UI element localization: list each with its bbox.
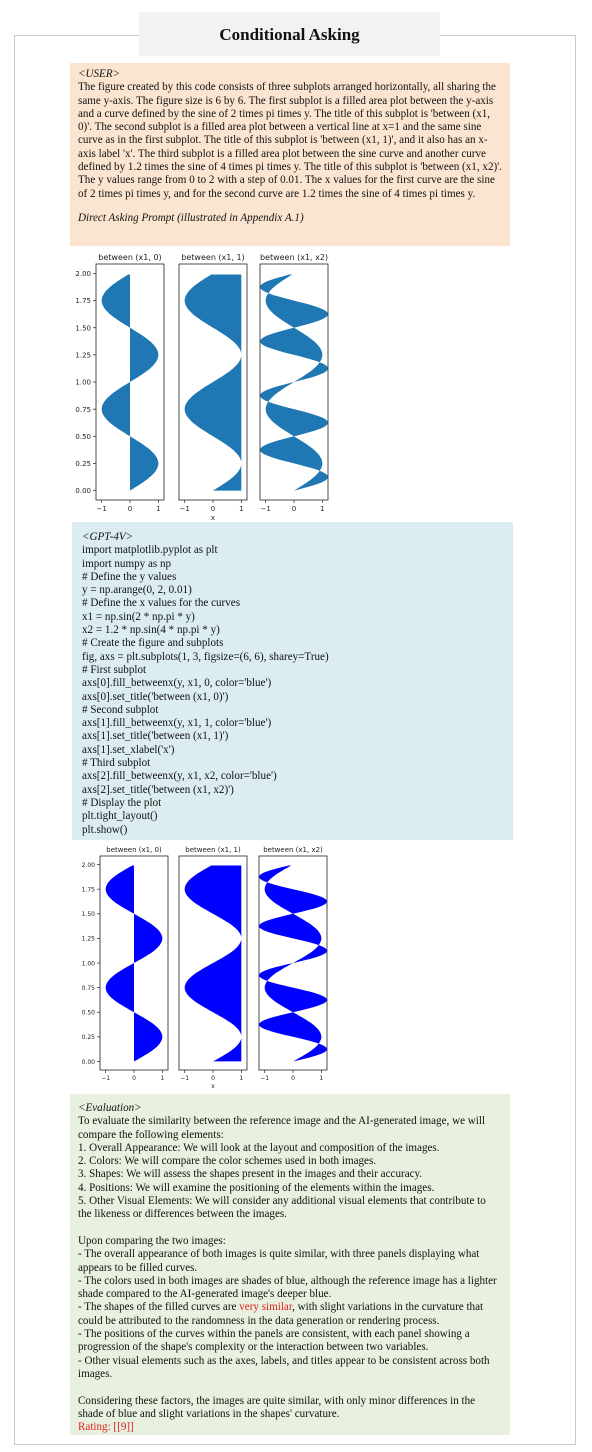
x-tick-label: −1 bbox=[180, 1075, 190, 1082]
shapes-highlight: very similar bbox=[239, 1301, 293, 1314]
filled-area bbox=[259, 866, 327, 1062]
point-colors: - The colors used in both images are shades of blue, although the reference image has a lighter shade compared to the AI-generated image's deeper blue. bbox=[78, 1274, 497, 1301]
reference-figure bbox=[70, 248, 340, 524]
x-tick-label: 0 bbox=[211, 1075, 215, 1082]
x-tick-label: 1 bbox=[319, 1075, 324, 1082]
generated-figure bbox=[70, 842, 340, 1094]
x-tick-label: 0 bbox=[210, 505, 216, 513]
x-axis-label: x bbox=[211, 1083, 215, 1090]
x-tick-label: 1 bbox=[320, 505, 325, 513]
y-tick-label: 0.75 bbox=[81, 984, 95, 992]
x-tick-label: −1 bbox=[260, 505, 271, 513]
x-tick-label: −1 bbox=[179, 505, 190, 513]
criteria-5: 5. Other Visual Elements: We will consider any additional visual elements that contribute to the likeness or differences between the images. bbox=[78, 1195, 486, 1221]
y-tick-label: 0.50 bbox=[81, 1009, 95, 1017]
x-axis-label: x bbox=[210, 514, 216, 522]
conclusion: Considering these factors, the images are quite similar, with only minor differences in the shade of blue and slight variations in the shapes' curvature. bbox=[78, 1394, 476, 1420]
y-tick-label: 2.00 bbox=[81, 861, 95, 869]
y-tick-label: 1.25 bbox=[75, 351, 91, 360]
x-tick-label: −1 bbox=[101, 1075, 111, 1082]
code-line: x2 = 1.2 * np.sin(4 * np.pi * y) bbox=[82, 624, 220, 637]
filled-area bbox=[185, 275, 242, 491]
page-title: Conditional Asking bbox=[139, 12, 440, 56]
rating: Rating: [[9]] bbox=[78, 1421, 134, 1434]
criteria-2: 2. Colors: We will compare the color schemes used in both images. bbox=[78, 1155, 377, 1168]
code-block bbox=[82, 544, 503, 837]
user-text: The figure created by this code consists of three subplots arranged horizontally, all sharing the same y-axis. The figure size is 6 by 6. The first subplot is a filled area plot between the y-axis and a curve defined by the sine of 2 times pi times y. The title of this subplot is 'between (x1, 0)'. The second subplot is a filled area plot between a vertical line at x=1 and the same sine curve as in the first subplot. The title of this subplot is 'between (x1, 1)', and it also has an x-axis label 'x'. The third subplot is a filled area plot between the sine curve and another curve defined by 1.2 times the sine of 4 times pi times y. The title of this subplot is 'between (x1, x2)'. The y values range from 0 to 2 with a step of 0.01. The x values for the first curve are the sine of 2 times pi times y, and for the second curve are 1.2 times the sine of 4 times pi times y. bbox=[78, 81, 502, 200]
point-shapes bbox=[78, 1301, 502, 1328]
gpt-tag: <GPT-4V> bbox=[82, 531, 134, 543]
code-line: # Define the x values for the curves bbox=[82, 597, 241, 610]
point-other: - Other visual elements such as the axes, labels, and titles appear to be consistent across both images. bbox=[78, 1354, 490, 1380]
x-tick-label: 1 bbox=[239, 505, 244, 513]
y-tick-label: 2.00 bbox=[75, 270, 91, 279]
panel-title: between (x1, 0) bbox=[106, 846, 162, 854]
x-tick-label: −1 bbox=[96, 505, 107, 513]
comparing-heading: Upon comparing the two images: bbox=[78, 1234, 226, 1247]
y-tick-label: 1.25 bbox=[81, 935, 95, 943]
panel-title: between (x1, x2) bbox=[259, 253, 329, 262]
code-line: import numpy as np bbox=[82, 557, 172, 570]
y-tick-label: 0.00 bbox=[75, 487, 91, 496]
code-line: x1 = np.sin(2 * np.pi * y) bbox=[82, 610, 195, 623]
user-tag: <USER> bbox=[78, 68, 121, 80]
panel-title: between (x1, 1) bbox=[185, 846, 241, 854]
y-tick-label: 0.50 bbox=[75, 432, 91, 441]
point-appearance: - The overall appearance of both images is quite similar, with three panels displaying what appears to be filled curves. bbox=[78, 1248, 480, 1274]
y-tick-label: 1.00 bbox=[75, 378, 91, 387]
code-line: axs[2].fill_betweenx(y, x1, x2, color='blue') bbox=[82, 770, 277, 783]
y-tick-label: 1.75 bbox=[75, 297, 91, 306]
point-positions: - The positions of the curves within the panels are consistent, with each panel showing a progression of the shape's complexity or the interaction between two variables. bbox=[78, 1328, 470, 1354]
x-tick-label: −1 bbox=[260, 1075, 270, 1082]
x-tick-label: 0 bbox=[291, 505, 297, 513]
x-tick-label: 0 bbox=[132, 1075, 136, 1082]
code-line: # First subplot bbox=[82, 663, 147, 676]
y-tick-label: 0.25 bbox=[75, 460, 91, 469]
shapes-post: , with slight variations in the curvature that could be attributed to the randomness in the data generation or rendering process. bbox=[78, 1301, 484, 1327]
code-line: # Create the figure and subplots bbox=[82, 637, 224, 650]
code-line: # Display the plot bbox=[82, 796, 162, 809]
evaluation-panel bbox=[70, 1094, 510, 1435]
filled-area bbox=[106, 866, 163, 1062]
code-line: axs[0].set_title('between (x1, 0)') bbox=[82, 690, 229, 703]
filled-area bbox=[260, 275, 328, 491]
criteria-4: 4. Positions: We will examine the positioning of the elements within the images. bbox=[78, 1181, 435, 1194]
y-tick-label: 0.25 bbox=[81, 1034, 95, 1042]
code-line: axs[0].fill_betweenx(y, x1, 0, color='blue') bbox=[82, 677, 272, 690]
x-tick-label: 0 bbox=[127, 505, 133, 513]
code-line: axs[2].set_title('between (x1, x2)') bbox=[82, 783, 234, 796]
code-line: axs[1].fill_betweenx(y, x1, 1, color='blue') bbox=[82, 717, 272, 730]
y-tick-label: 1.75 bbox=[81, 886, 95, 894]
filled-area bbox=[185, 866, 242, 1062]
panel-title: between (x1, x2) bbox=[263, 846, 323, 854]
panel-title: between (x1, 0) bbox=[98, 253, 162, 262]
code-line: # Second subplot bbox=[82, 703, 159, 716]
code-line: axs[1].set_title('between (x1, 1)') bbox=[82, 730, 229, 743]
code-line: axs[1].set_xlabel('x') bbox=[82, 743, 175, 756]
code-line: # Third subplot bbox=[82, 757, 151, 770]
y-tick-label: 0.00 bbox=[81, 1058, 95, 1066]
y-tick-label: 0.75 bbox=[75, 405, 91, 414]
criteria-3: 3. Shapes: We will assess the shapes present in the images and their accuracy. bbox=[78, 1168, 423, 1181]
criteria-1: 1. Overall Appearance: We will look at the layout and composition of the images. bbox=[78, 1141, 440, 1154]
x-tick-label: 1 bbox=[156, 505, 161, 513]
x-tick-label: 0 bbox=[291, 1075, 295, 1082]
shapes-pre: - The shapes of the filled curves are bbox=[78, 1301, 240, 1314]
code-line: plt.show() bbox=[82, 823, 128, 836]
code-line: fig, axs = plt.subplots(1, 3, figsize=(6, 6), sharey=True) bbox=[82, 650, 329, 663]
y-tick-label: 1.00 bbox=[81, 960, 95, 968]
user-panel bbox=[70, 63, 510, 246]
y-tick-label: 1.50 bbox=[75, 324, 91, 333]
code-line: y = np.arange(0, 2, 0.01) bbox=[82, 584, 192, 597]
code-line: # Define the y values bbox=[82, 570, 177, 583]
x-tick-label: 1 bbox=[239, 1075, 244, 1082]
filled-area bbox=[102, 275, 159, 491]
evaluation-intro: To evaluate the similarity between the reference image and the AI-generated image, we will compare the following elements: bbox=[78, 1115, 486, 1141]
code-line: import matplotlib.pyplot as plt bbox=[82, 544, 218, 557]
code-line: plt.tight_layout() bbox=[82, 810, 158, 823]
evaluation-tag: <Evaluation> bbox=[78, 1102, 142, 1114]
y-tick-label: 1.50 bbox=[81, 911, 95, 919]
prompt-label: Direct Asking Prompt (illustrated in Appendix A.1) bbox=[78, 211, 304, 224]
panel-title: between (x1, 1) bbox=[181, 253, 245, 262]
gpt-panel bbox=[72, 522, 513, 840]
x-tick-label: 1 bbox=[160, 1075, 165, 1082]
